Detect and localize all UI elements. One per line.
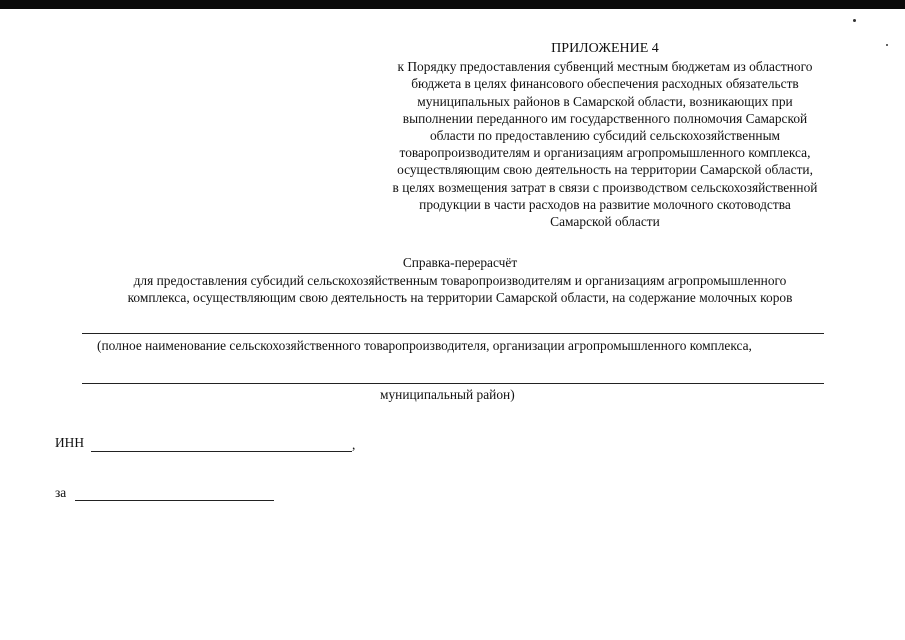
period-field[interactable] [75, 500, 274, 501]
period-label: за [55, 485, 67, 500]
scan-top-border [0, 0, 905, 9]
appendix-text-line: товаропроизводителям и организациям агропромышленного комплекса, [399, 145, 811, 161]
appendix-text-line: к Порядку предоставления субвенций местным бюджетам из областного [397, 59, 813, 75]
appendix-title: ПРИЛОЖЕНИЕ 4 [551, 41, 659, 56]
scan-speck [853, 19, 856, 22]
appendix-text-line: Самарской области [550, 214, 660, 230]
district-caption: муниципальный район) [380, 387, 515, 402]
producer-name-line[interactable] [82, 333, 824, 334]
appendix-header [355, 40, 855, 230]
certificate-title: Справка-перерасчёт [402, 255, 518, 270]
producer-name-caption: (полное наименование сельскохозяйственного товаропроизводителя, организации агропромышленного комплекса, [97, 338, 752, 353]
appendix-text-line: области по предоставлению субсидий сельскохозяйственным [429, 128, 781, 144]
inn-label: ИНН [55, 435, 85, 450]
certificate-text-line: для предоставления субсидий сельскохозяйственным товаропроизводителям и организациям агропромышленного [133, 272, 787, 288]
appendix-text-line: бюджета в целях финансового обеспечения расходных обязательств [411, 76, 799, 92]
scan-speck [886, 44, 888, 46]
appendix-text-line: продукции в части расходов на развитие молочного скотоводства [419, 196, 791, 212]
certificate-heading [60, 254, 860, 307]
district-line[interactable] [82, 383, 824, 384]
certificate-text-line: комплекса, осуществляющим свою деятельность на территории Самарской области, на содержание молочных коров [127, 290, 793, 305]
appendix-text-line: в целях возмещения затрат в связи с производством сельскохозяйственной [392, 179, 818, 195]
appendix-text-line: осуществляющим свою деятельность на территории Самарской области, [397, 162, 813, 178]
appendix-text-line: муниципальных районов в Самарской области, возникающих при [417, 93, 793, 109]
inn-suffix: , [352, 437, 356, 452]
appendix-text-line: выполнении переданного им государственного полномочия Самарской [402, 110, 808, 126]
inn-field[interactable] [91, 451, 352, 452]
